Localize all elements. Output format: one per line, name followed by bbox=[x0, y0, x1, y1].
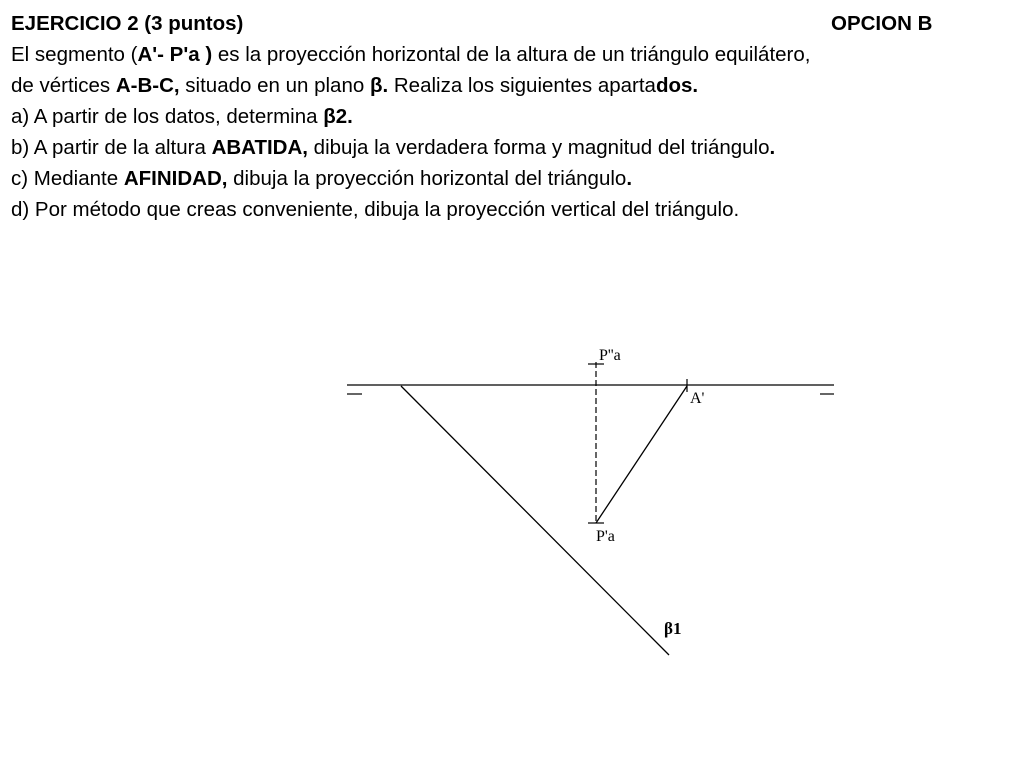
task-punct: . bbox=[769, 136, 776, 159]
label-pha: P'a bbox=[596, 528, 615, 545]
task-text: b) A partir de la altura bbox=[11, 136, 212, 159]
segment-a-pa bbox=[596, 386, 687, 523]
statement-text: Realiza los siguientes aparta bbox=[388, 74, 656, 97]
task-keyword: ABATIDA, bbox=[211, 136, 308, 159]
plane-label: β. bbox=[369, 74, 389, 97]
label-ah: A' bbox=[690, 390, 705, 407]
statement-text: de vértices bbox=[11, 74, 116, 97]
segment-label: A'- P'a ) bbox=[137, 43, 213, 66]
beta1-trace bbox=[401, 386, 669, 655]
task-keyword: AFINIDAD, bbox=[123, 167, 228, 190]
statement-text: es la proyección horizontal de la altura de un triángulo equilátero, bbox=[212, 43, 811, 66]
option-label: OPCION B bbox=[831, 12, 933, 35]
task-text: dibuja la verdadera forma y magnitud del triángulo bbox=[307, 136, 770, 159]
task-keyword: β2. bbox=[323, 105, 353, 128]
statement-text: El segmento ( bbox=[11, 43, 138, 66]
task-punct: . bbox=[626, 167, 633, 190]
task-text: dibuja la proyección horizontal del triángulo bbox=[227, 167, 627, 190]
exercise-title: EJERCICIO 2 (3 puntos) bbox=[11, 12, 244, 35]
task-text: a) A partir de los datos, determina bbox=[11, 105, 324, 128]
task-text: d) Por método que creas conveniente, dibuja la proyección vertical del triángulo. bbox=[11, 198, 740, 221]
vertices-label: A-B-C, bbox=[115, 74, 180, 97]
label-beta1: β1 bbox=[664, 619, 682, 638]
statement-text-bold: dos. bbox=[655, 74, 699, 97]
label-pva: P''a bbox=[599, 347, 621, 364]
task-text: c) Mediante bbox=[11, 167, 124, 190]
statement-text: situado en un plano bbox=[179, 74, 370, 97]
